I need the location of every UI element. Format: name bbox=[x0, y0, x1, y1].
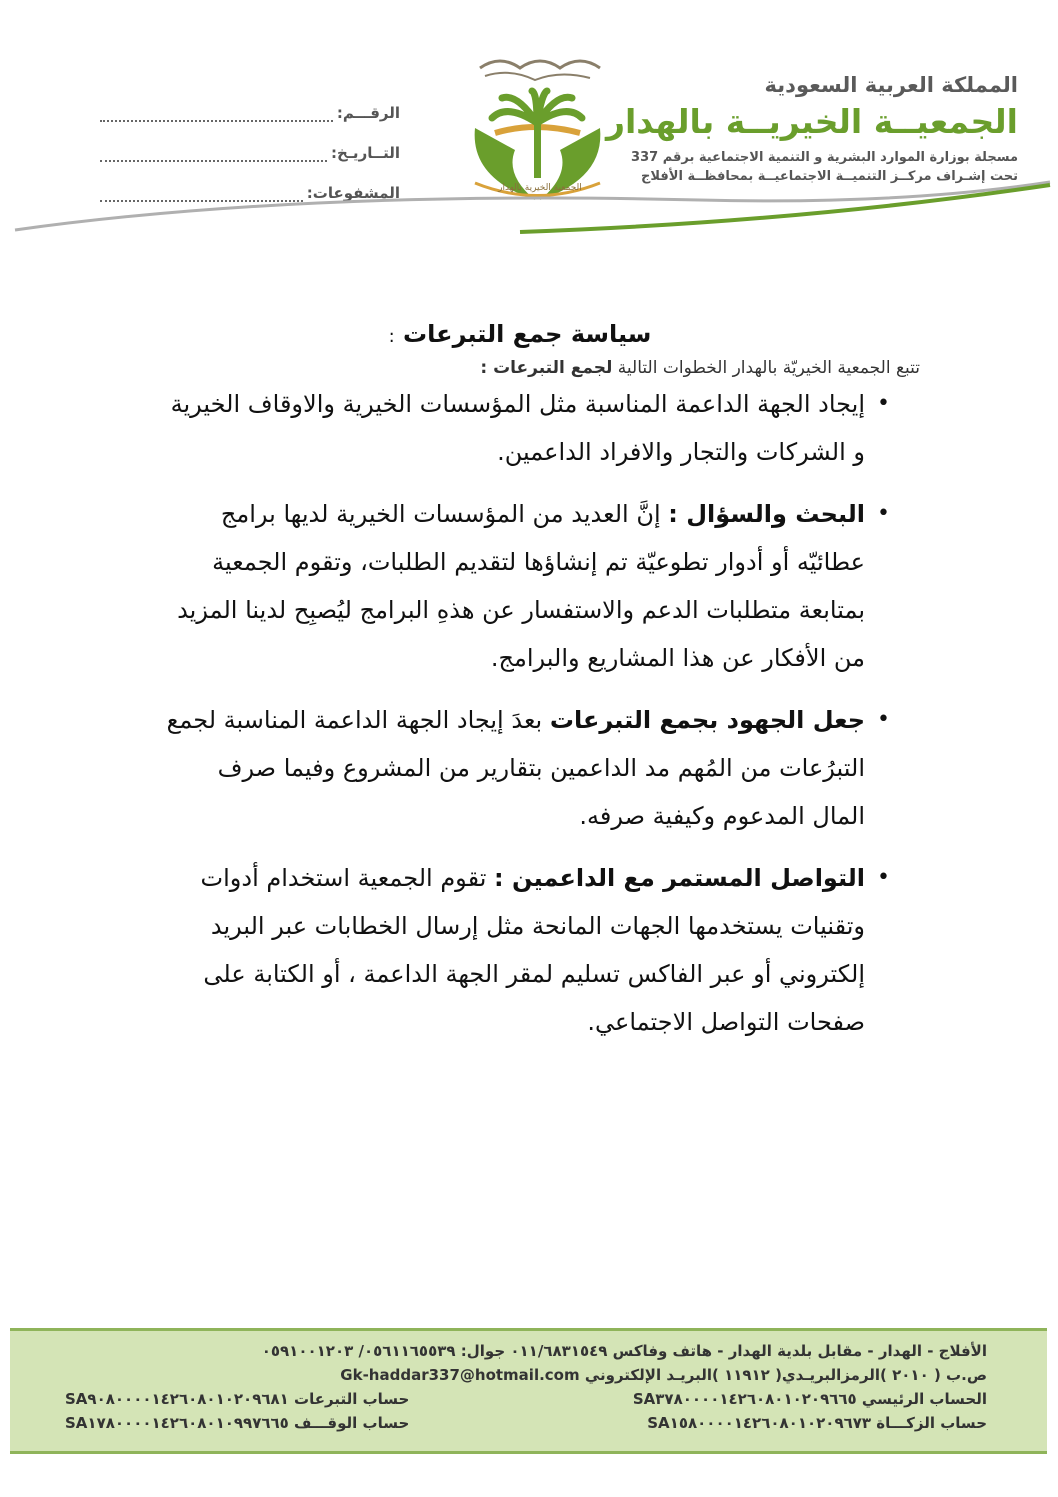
footer-postal-row bbox=[10, 1363, 1047, 1387]
bullet-icon: • bbox=[877, 865, 890, 890]
item-heading: البحث والسؤال : bbox=[668, 500, 865, 528]
attachments-label: المشفوعات: bbox=[306, 184, 400, 202]
number-field bbox=[100, 82, 400, 122]
item-heading: التواصل المستمر مع الداعمين : bbox=[494, 864, 865, 892]
item-text: تقوم الجمعية استخدام أدوات وتقنيات يستخدمها الجهات المانحة مثل إرسال الخطابات عبر البريد إلكتروني أو عبر الفاكس تسليم لمقر الجهة الداعمة ، أو الكتابة على صفحات التواصل الاجتماعي. bbox=[200, 864, 865, 1036]
footer-donations-account: حساب التبرعات SA٩٠٨٠٠٠٠١٤٢٦٠٨٠١٠٢٠٩٦٨١ bbox=[65, 1390, 410, 1408]
page-title bbox=[120, 320, 920, 348]
item-text: إيجاد الجهة الداعمة المناسبة مثل المؤسسات الخيرية والاوقاف الخيرية و الشركات والتجار والافراد الداعمين. bbox=[170, 390, 865, 466]
item-text: إنَّ العديد من المؤسسات الخيرية لديها برامج عطائيّه أو أدوار تطوعيّة تم إنشاؤها لتقديم الطلبات، وتقوم الجمعية بمتابعة متطلبات الدعم والاستفسار عن هذهِ البرامج ليُصبِح لدينا المزيد من الأفكار عن هذا المشاريع والبرامج. bbox=[177, 500, 865, 672]
registration-line-2: تحت إشـراف مركــز التنميــة الاجتماعيــة بمحافظــة الأفلاج bbox=[641, 169, 1018, 184]
logo-caption: الجمعية الخيرية بالهدار bbox=[498, 183, 582, 193]
list-item bbox=[165, 854, 920, 1046]
title-colon: : bbox=[388, 326, 395, 347]
footer-address-row bbox=[10, 1339, 1047, 1363]
item-heading: جعل الجهود بجمع التبرعات bbox=[549, 706, 865, 734]
bullet-icon: • bbox=[877, 501, 890, 526]
footer-address: الأفلاج - الهدار - مقابل بلدية الهدار - هاتف وفاكس ٠١١/٦٨٣١٥٤٩ جوال: ٠٥٦١١٦٥٥٣٩/ ٠٥٩١٠٠١٢٠٣ bbox=[261, 1342, 987, 1360]
intro-bold-text: لجمع التبرعات : bbox=[480, 358, 613, 378]
footer-endowment-account: حساب الوقـــف SA١٧٨٠٠٠٠١٤٢٦٠٨٠١٠٩٩٧٦٦٥ bbox=[65, 1414, 410, 1432]
document-body bbox=[120, 320, 920, 1060]
letterhead bbox=[0, 0, 1058, 250]
intro-paragraph bbox=[120, 358, 920, 378]
footer-contact-block bbox=[10, 1328, 1047, 1454]
number-label: الرقـــم: bbox=[336, 104, 400, 122]
header-swoosh bbox=[0, 160, 1058, 240]
kingdom-name: المملكة العربية السعودية bbox=[764, 73, 1018, 97]
bullet-icon: • bbox=[877, 707, 890, 732]
list-item bbox=[165, 490, 920, 682]
registration-line-1: مسجلة بوزارة الموارد البشرية و التنمية الاجتماعية برقم 337 bbox=[631, 150, 1018, 165]
item-text: بعدَ إيجاد الجهة الداعمة المناسبة لجمع التبرُعات من المُهم مد الداعمين بتقارير من المشروع وفيما صرف المال المدعوم وكيفية صرفه. bbox=[166, 706, 865, 830]
footer-postal-email: ص.ب ( ٢٠١٠ )الرمزالبريـدي( ١١٩١٢ )البريـد الإلكتروني Gk-haddar337@hotmail.com bbox=[340, 1366, 987, 1384]
footer-main-account: الحساب الرئيسي SA٣٧٨٠٠٠٠١٤٢٦٠٨٠١٠٢٠٩٦٦٥ bbox=[632, 1390, 987, 1408]
footer-zakat-account: حساب الزكـــاة SA١٥٨٠٠٠٠١٤٢٦٠٨٠١٠٢٠٩٦٧٣ bbox=[647, 1414, 987, 1432]
title-text: سياسة جمع التبرعات bbox=[403, 320, 652, 348]
date-label: التــاريـخ: bbox=[331, 144, 400, 162]
footer-accounts-row-2 bbox=[10, 1411, 1047, 1435]
list-item bbox=[165, 696, 920, 840]
bullet-icon: • bbox=[877, 391, 890, 416]
footer-accounts-row-1 bbox=[10, 1387, 1047, 1411]
number-dotted-line bbox=[100, 108, 333, 122]
list-item bbox=[165, 380, 920, 476]
steps-list bbox=[120, 380, 920, 1046]
intro-text: تتبع الجمعية الخيريّة بالهدار الخطوات التالية bbox=[612, 358, 920, 378]
date-field bbox=[100, 122, 400, 162]
society-name: الجمعيــة الخيريــة بالهدار bbox=[605, 102, 1018, 141]
